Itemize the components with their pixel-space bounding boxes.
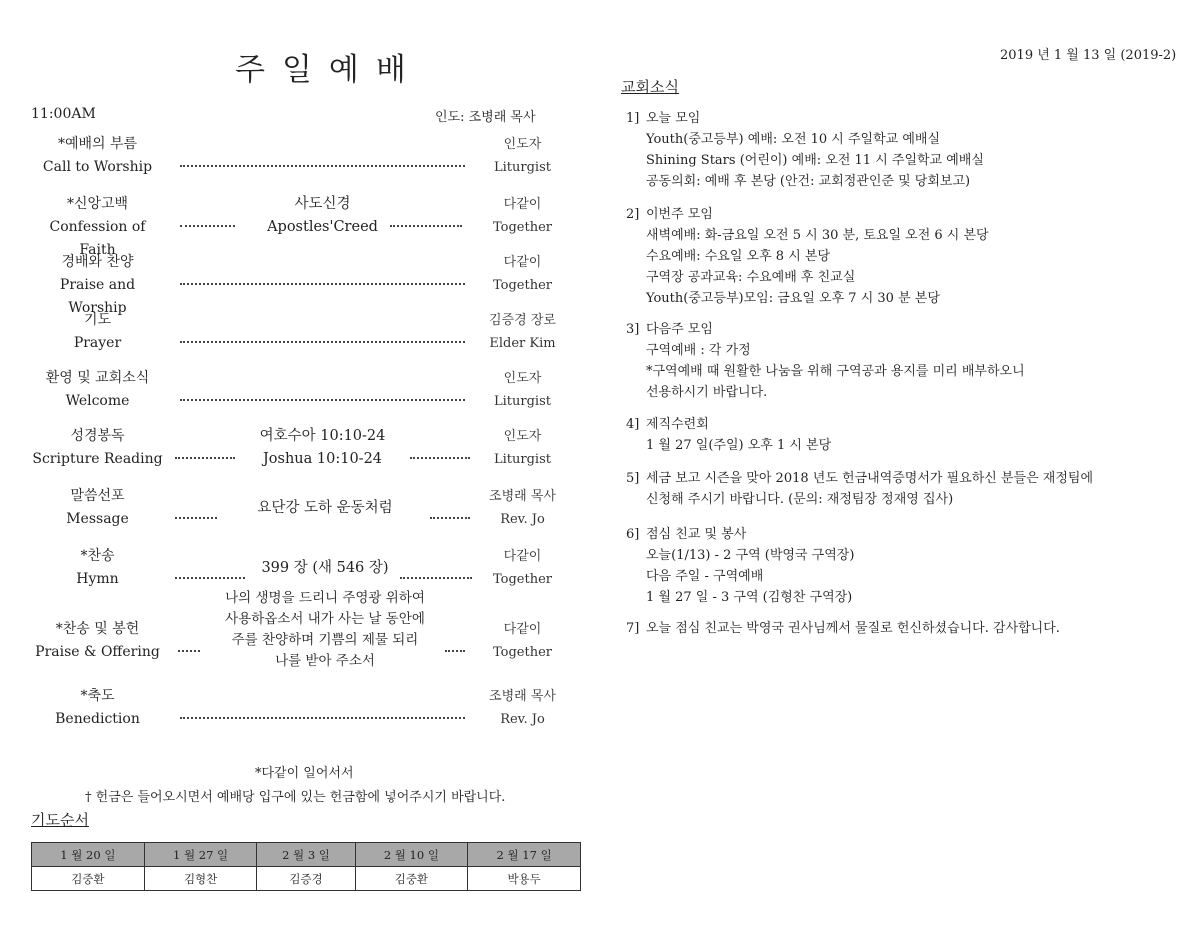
performer-en: Liturgist (494, 452, 551, 467)
order-item-performer (480, 251, 565, 297)
order-item-detail (210, 588, 440, 672)
news-item (626, 319, 1025, 403)
performer-en: Rev. Jo (500, 512, 545, 527)
news-item-number: 5] (626, 471, 640, 486)
performer-en: Together (492, 572, 552, 587)
dotted-leader (178, 638, 200, 652)
order-row (30, 482, 560, 530)
news-item-line: 신청해 주시기 바랍니다. (문의: 재정팀장 정재영 집사) (646, 492, 954, 507)
order-item-ko: *찬송 (80, 548, 115, 564)
order-row (30, 542, 560, 590)
detail-line: 나의 생명을 드리니 주영광 위하여 (225, 590, 425, 606)
news-item-line: *구역예배 때 원활한 나눔을 위해 구역공과 용지를 미리 배부하오니 (646, 364, 1025, 379)
news-item (626, 204, 989, 309)
page-title: 주일예배 (235, 52, 423, 88)
order-item-ko: 기도 (83, 312, 112, 328)
performer-ko: 다같이 (503, 197, 542, 212)
performer-en: Liturgist (494, 394, 551, 409)
order-item-performer (480, 425, 565, 471)
order-item-name (30, 685, 165, 731)
detail-line: 399 장 (새 546 장) (261, 560, 389, 576)
prayer-schedule-title: 기도순서 (31, 811, 89, 829)
news-item-line: 1 월 27 일 - 3 구역 (김형찬 구역장) (646, 590, 853, 605)
performer-ko: 조병래 목사 (489, 689, 556, 704)
order-item-name (30, 309, 165, 355)
order-item-performer (480, 485, 565, 531)
news-item-line: Shining Stars (어린이) 예배: 오전 11 시 주일학교 예배실 (646, 153, 984, 168)
order-item-ko: 성경봉독 (70, 428, 125, 444)
performer-en: Elder Kim (489, 336, 556, 351)
order-item-en: Confession of Faith (49, 219, 146, 258)
order-item-performer (480, 133, 565, 179)
news-item-head (626, 108, 984, 129)
prayer-name: 김증경 (257, 867, 355, 891)
order-item-ko: 환영 및 교회소식 (45, 370, 150, 386)
order-item-ko: 말씀선포 (70, 488, 125, 504)
order-item-performer (480, 367, 565, 413)
dotted-leader (180, 153, 465, 167)
detail-line: 요단강 도하 운동처럼 (257, 500, 393, 516)
order-row (30, 306, 560, 354)
news-item-number: 7] (626, 621, 640, 636)
news-item-number: 2] (626, 207, 640, 222)
news-item-line: 공동의회: 예배 후 본당 (안건: 교회정관인준 및 당회보고) (646, 174, 971, 189)
news-item (626, 108, 984, 192)
order-item-performer (480, 193, 565, 239)
order-item-en: Scripture Reading (32, 451, 163, 467)
news-item-line: Youth(중고등부)모임: 금요일 오후 7 시 30 분 본당 (646, 291, 940, 306)
performer-en: Together (492, 220, 552, 235)
order-item-ko: 경배와 찬양 (61, 254, 134, 270)
news-item-head (626, 204, 989, 225)
dotted-leader (180, 271, 465, 285)
order-item-en: Welcome (65, 393, 130, 409)
order-item-en: Prayer (73, 335, 122, 351)
order-row (30, 422, 560, 470)
offering-note: † 헌금은 들어오시면서 예배당 입구에 있는 헌금함에 넣어주시기 바랍니다. (85, 790, 506, 805)
prayer-schedule-table (31, 842, 581, 891)
order-item-detail (245, 557, 405, 580)
news-item-head (626, 468, 1093, 489)
detail-line: 사용하옵소서 내가 사는 날 동안에 (225, 611, 425, 627)
order-item-detail (240, 425, 405, 471)
news-item-line: 수요예배: 수요일 오후 8 시 본당 (646, 249, 831, 264)
prayer-name: 김형찬 (144, 867, 257, 891)
detail-line: 나를 받아 주소서 (275, 653, 375, 669)
news-item (626, 468, 1093, 510)
dotted-leader (400, 565, 472, 579)
order-row (30, 364, 560, 412)
dotted-leader (390, 213, 462, 227)
news-item (626, 618, 1060, 639)
news-item-number: 3] (626, 322, 640, 337)
news-item-number: 4] (626, 417, 640, 432)
news-item-head (626, 618, 1060, 639)
order-item-ko: *찬송 및 봉헌 (55, 621, 140, 637)
news-item-line: Youth(중고등부) 예배: 오전 10 시 주일학교 예배실 (646, 132, 941, 147)
dotted-leader (175, 445, 235, 459)
news-title: 교회소식 (621, 78, 679, 96)
dotted-leader (445, 638, 465, 652)
news-item-headline: 오늘 점심 친교는 박영국 권사님께서 물질로 헌신하셨습니다. 감사합니다. (646, 621, 1060, 636)
order-item-en: Praise and Worship (59, 277, 136, 316)
dotted-leader (180, 213, 235, 227)
prayer-dates-row (32, 843, 581, 867)
performer-ko: 김증경 장로 (489, 313, 556, 328)
news-item-headline: 다음주 모임 (646, 322, 713, 337)
order-item-name (30, 425, 165, 471)
news-item-line: 오늘(1/13) - 2 구역 (박영국 구역장) (646, 548, 855, 563)
prayer-date: 1 월 27 일 (144, 843, 257, 867)
order-item-ko: *신앙고백 (66, 196, 129, 212)
news-item-headline: 오늘 모임 (646, 111, 701, 126)
stand-note: *다같이 일어서서 (255, 766, 354, 781)
dotted-leader (410, 445, 470, 459)
order-item-en: Benediction (55, 711, 140, 727)
news-item-line: 다음 주일 - 구역예배 (646, 569, 764, 584)
order-row (30, 248, 560, 316)
order-item-performer (480, 545, 565, 591)
order-item-en: Praise & Offering (35, 644, 160, 660)
detail-line: Apostles'Creed (267, 219, 378, 235)
prayer-name: 김중환 (32, 867, 145, 891)
order-item-en: Hymn (76, 571, 119, 587)
performer-ko: 다같이 (503, 622, 542, 637)
news-item (626, 414, 831, 456)
order-item-name (30, 618, 165, 664)
news-item-headline: 세금 보고 시즌을 맞아 2018 년도 헌금내역증명서가 필요하신 분들은 재정팀에 (646, 471, 1094, 486)
news-item-number: 6] (626, 527, 640, 542)
detail-line: Joshua 10:10-24 (262, 451, 383, 467)
news-item-line: 구역예배 : 각 가정 (646, 343, 751, 358)
detail-line: 사도신경 (294, 196, 351, 212)
dotted-leader (180, 329, 465, 343)
order-item-name (30, 133, 165, 179)
detail-line: 주를 찬양하며 기쁨의 제물 되리 (231, 632, 419, 648)
performer-en: Together (492, 645, 552, 660)
order-item-name (30, 545, 165, 591)
order-item-performer (480, 685, 565, 731)
order-item-detail (240, 193, 405, 239)
performer-ko: 인도자 (503, 371, 542, 386)
prayer-date: 1 월 20 일 (32, 843, 145, 867)
prayer-date: 2 월 17 일 (468, 843, 581, 867)
service-time: 11:00AM (31, 106, 96, 122)
news-item-head (626, 524, 854, 545)
order-item-detail (230, 497, 420, 520)
performer-en: Rev. Jo (500, 712, 545, 727)
performer-en: Together (492, 278, 552, 293)
order-item-en: Message (66, 511, 129, 527)
news-item-line: 새벽예배: 화-금요일 오전 5 시 30 분, 토요일 오전 6 시 본당 (646, 228, 989, 243)
dotted-leader (175, 505, 217, 519)
news-item-line: 구역장 공과교육: 수요예배 후 친교실 (646, 270, 856, 285)
prayer-name: 박용두 (468, 867, 581, 891)
news-item-head (626, 319, 1025, 340)
service-leader: 인도: 조병래 목사 (435, 110, 536, 125)
news-item-headline: 이번주 모임 (646, 207, 713, 222)
news-item-headline: 점심 친교 및 봉사 (646, 527, 747, 542)
prayer-name: 김중환 (355, 867, 468, 891)
performer-ko: 조병래 목사 (489, 489, 556, 504)
news-item (626, 524, 854, 608)
order-item-en: Call to Worship (42, 159, 153, 175)
order-item-performer (480, 618, 565, 664)
order-row (30, 190, 560, 258)
order-item-performer (480, 309, 565, 355)
dotted-leader (430, 505, 470, 519)
detail-line: 여호수아 10:10-24 (259, 428, 386, 444)
order-item-name (30, 485, 165, 531)
performer-ko: 인도자 (503, 429, 542, 444)
news-item-headline: 제직수련회 (646, 417, 709, 432)
order-row (30, 130, 560, 178)
dotted-leader (175, 565, 245, 579)
order-item-ko: *예배의 부름 (57, 136, 138, 152)
performer-ko: 다같이 (503, 255, 542, 270)
bulletin-date: 2019 년 1 월 13 일 (2019-2) (1000, 48, 1177, 63)
performer-en: Liturgist (494, 160, 551, 175)
order-row (30, 590, 560, 669)
prayer-date: 2 월 10 일 (355, 843, 468, 867)
prayer-date: 2 월 3 일 (257, 843, 355, 867)
dotted-leader (180, 705, 465, 719)
news-item-line: 선용하시기 바랍니다. (646, 385, 768, 400)
dotted-leader (180, 387, 465, 401)
order-item-name (30, 367, 165, 413)
order-item-ko: *축도 (80, 688, 115, 704)
news-item-line: 1 월 27 일(주일) 오후 1 시 본당 (646, 438, 832, 453)
news-item-number: 1] (626, 111, 640, 126)
order-row (30, 682, 560, 730)
performer-ko: 다같이 (503, 549, 542, 564)
performer-ko: 인도자 (503, 137, 542, 152)
prayer-names-row (32, 867, 581, 891)
news-item-head (626, 414, 831, 435)
